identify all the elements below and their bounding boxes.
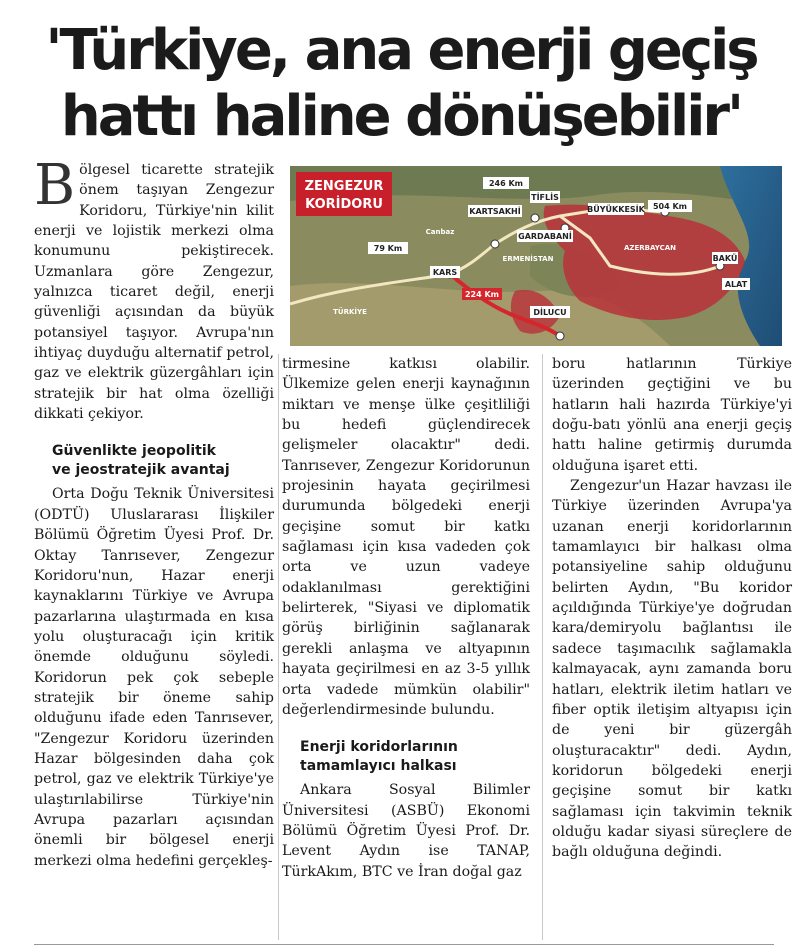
headline-line-2: hattı haline dönüşebilir': [60, 84, 742, 149]
map-label-gardabani: GARDABANİ: [518, 232, 572, 241]
subhead-energy-corridors: [300, 738, 530, 776]
subhead-security-line-2: ve jeostratejik avantaj: [52, 462, 230, 479]
paragraph-tanrisever: Orta Doğu Teknik Üniversitesi (ODTÜ) Uluslararası İlişkiler Bölümü Öğretim Üyesi Prof. Dr. Oktay Tanrısever, Zengezur Koridoru'nun, Hazar enerji kaynaklarını Türkiye ve Avrupa pazarlarına ulaştırmada en kısa yolu oluşturacağı için kritik önemde olduğunu söyledi. Koridorun pek çok sebeple stratejik bir öneme sahip olduğunu ifade eden Tanrısever, "Zengezur Koridoru üzerinden Hazar bölgesinden daha çok petrol, gaz ve elektrik Türkiye'ye ulaştırılabilirse Türkiye'nin Avrupa pazarları açısından önemli bir bölgesel enerji merkezi olma hedefini gerçekleş-: [34, 486, 274, 869]
paragraph-continuation: tirmesine katkısı olabilir. Ülkemize gelen enerji kaynağının miktarı ve menşe ülke çeşitliliği bu hedefi güçlendirecek gelişmeler olacaktır" dedi. Tanrısever, Zengezur Koridorunun projesinin hayata geçirilmesi durumunda bölgedeki enerji geçişine somut bir katkı sağlaması için kısa vadeden çok orta ve uzun vadeye odaklanılması gerektiğini belirterek, "Siyasi ve diplomatik görüş birliğinin sağlanarak gerekli anlaşma ve altyapının hayata geçirilmesi en az 3-5 yıllık orta vadede mümkün olabilir" değerlendirmesinde bulundu.: [282, 356, 530, 718]
bottom-rule: [34, 944, 774, 945]
headline: [20, 18, 782, 150]
map-label-baku: BAKÜ: [712, 254, 738, 263]
paragraph-zengezur: Zengezur'un Hazar havzası ile Türkiye üzerinden Avrupa'ya uzanan enerji koridorlarının tamamlayıcı bir halkası olma potansiyeline sahip olduğunu belirten Aydın, "Bu koridor açıldığında Türkiye'ye doğrudan kara/demiryolu bağlantısı ile sadece taşımacılık sağlamakla kalmayacak, aynı zamanda boru hatları, elektrik iletim hatları ve fiber optik iletişim altyapısı için de yeni bir güzergâh oluşturacaktır" dedi. Aydın, koridorun bölgedeki enerji geçişine somut bir katkı sağlaması için takvimin teknik olduğu kadar siyasi süreçlere de bağlı olduğuna değindi.: [552, 478, 792, 861]
subhead-security: [52, 442, 274, 480]
intro-text: ölgesel ticarette stratejik önem taşıyan Zengezur Koridoru, Türkiye'nin kilit enerji ve lojistik merkezi olma konumunu pekiştirecek. Uzmanlara göre Zengezur, yalnızca ticaret değil, enerji güvenliği açısından da büyük potansiyel taşıyor. Avrupa'nın ihtiyaç duyduğu alternatif petrol, gaz ve elektrik güzergâhları için stratejik bir hat olma özelliği dikkati çekiyor.: [34, 162, 274, 423]
map-title-line-2: KORİDORU: [305, 197, 383, 212]
paragraph-pipelines: boru hatlarının Türkiye üzerinden geçtiğini ve bu hatların hali hazırda Türkiye'yi doğu-batı yönlü ana enerji geçiş hattı haline getirmiş durumda olduğuna işaret etti.: [552, 356, 792, 474]
subhead-energy-line-2: tamamlayıcı halkası: [300, 758, 457, 775]
article-column-2: [282, 354, 530, 882]
map-label-alat: ALAT: [724, 280, 748, 289]
drop-cap: B: [34, 153, 76, 218]
map-label-dilucu: DİLUCU: [533, 308, 567, 317]
map-label-504km: 504 Km: [652, 202, 688, 211]
paragraph-aydin: Ankara Sosyal Bilimler Üniversitesi (ASBÜ) Ekonomi Bölümü Öğretim Üyesi Prof. Dr. Levent Aydın ise TANAP, TürkAkım, BTC ve İran doğal gaz: [282, 782, 530, 880]
column-divider-2: [542, 354, 543, 940]
map-label-246km: 246 Km: [488, 179, 524, 188]
article-column-1: [34, 153, 274, 871]
column-divider-1: [278, 354, 279, 940]
map-label-cambaz: Canbaz: [425, 228, 455, 236]
intro-paragraph: [34, 153, 274, 424]
map-label-buyukkesik: BÜYÜKKESİK: [587, 205, 645, 214]
map-label-turkiye: TÜRKİYE: [333, 308, 367, 316]
map-label-tiflis: TİFLİS: [531, 193, 559, 202]
map-label-azerbaycan: AZERBAYCAN: [624, 244, 676, 252]
map-title-line-1: ZENGEZUR: [304, 179, 384, 194]
subhead-energy-line-1: Enerji koridorlarının: [300, 739, 458, 756]
map-label-224km: 224 Km: [464, 290, 500, 299]
article-column-3: [552, 354, 792, 863]
map-label-kartsakhi: KARTSAKHİ: [469, 207, 521, 216]
map-label-ermenistan: ERMENİSTAN: [502, 255, 554, 263]
corridor-map: [290, 166, 782, 346]
map-label-kars: KARS: [432, 268, 458, 277]
map-label-79km: 79 Km: [373, 244, 403, 253]
headline-line-1: 'Türkiye, ana enerji geçiş: [45, 18, 757, 83]
subhead-security-line-1: Güvenlikte jeopolitik: [52, 443, 216, 460]
